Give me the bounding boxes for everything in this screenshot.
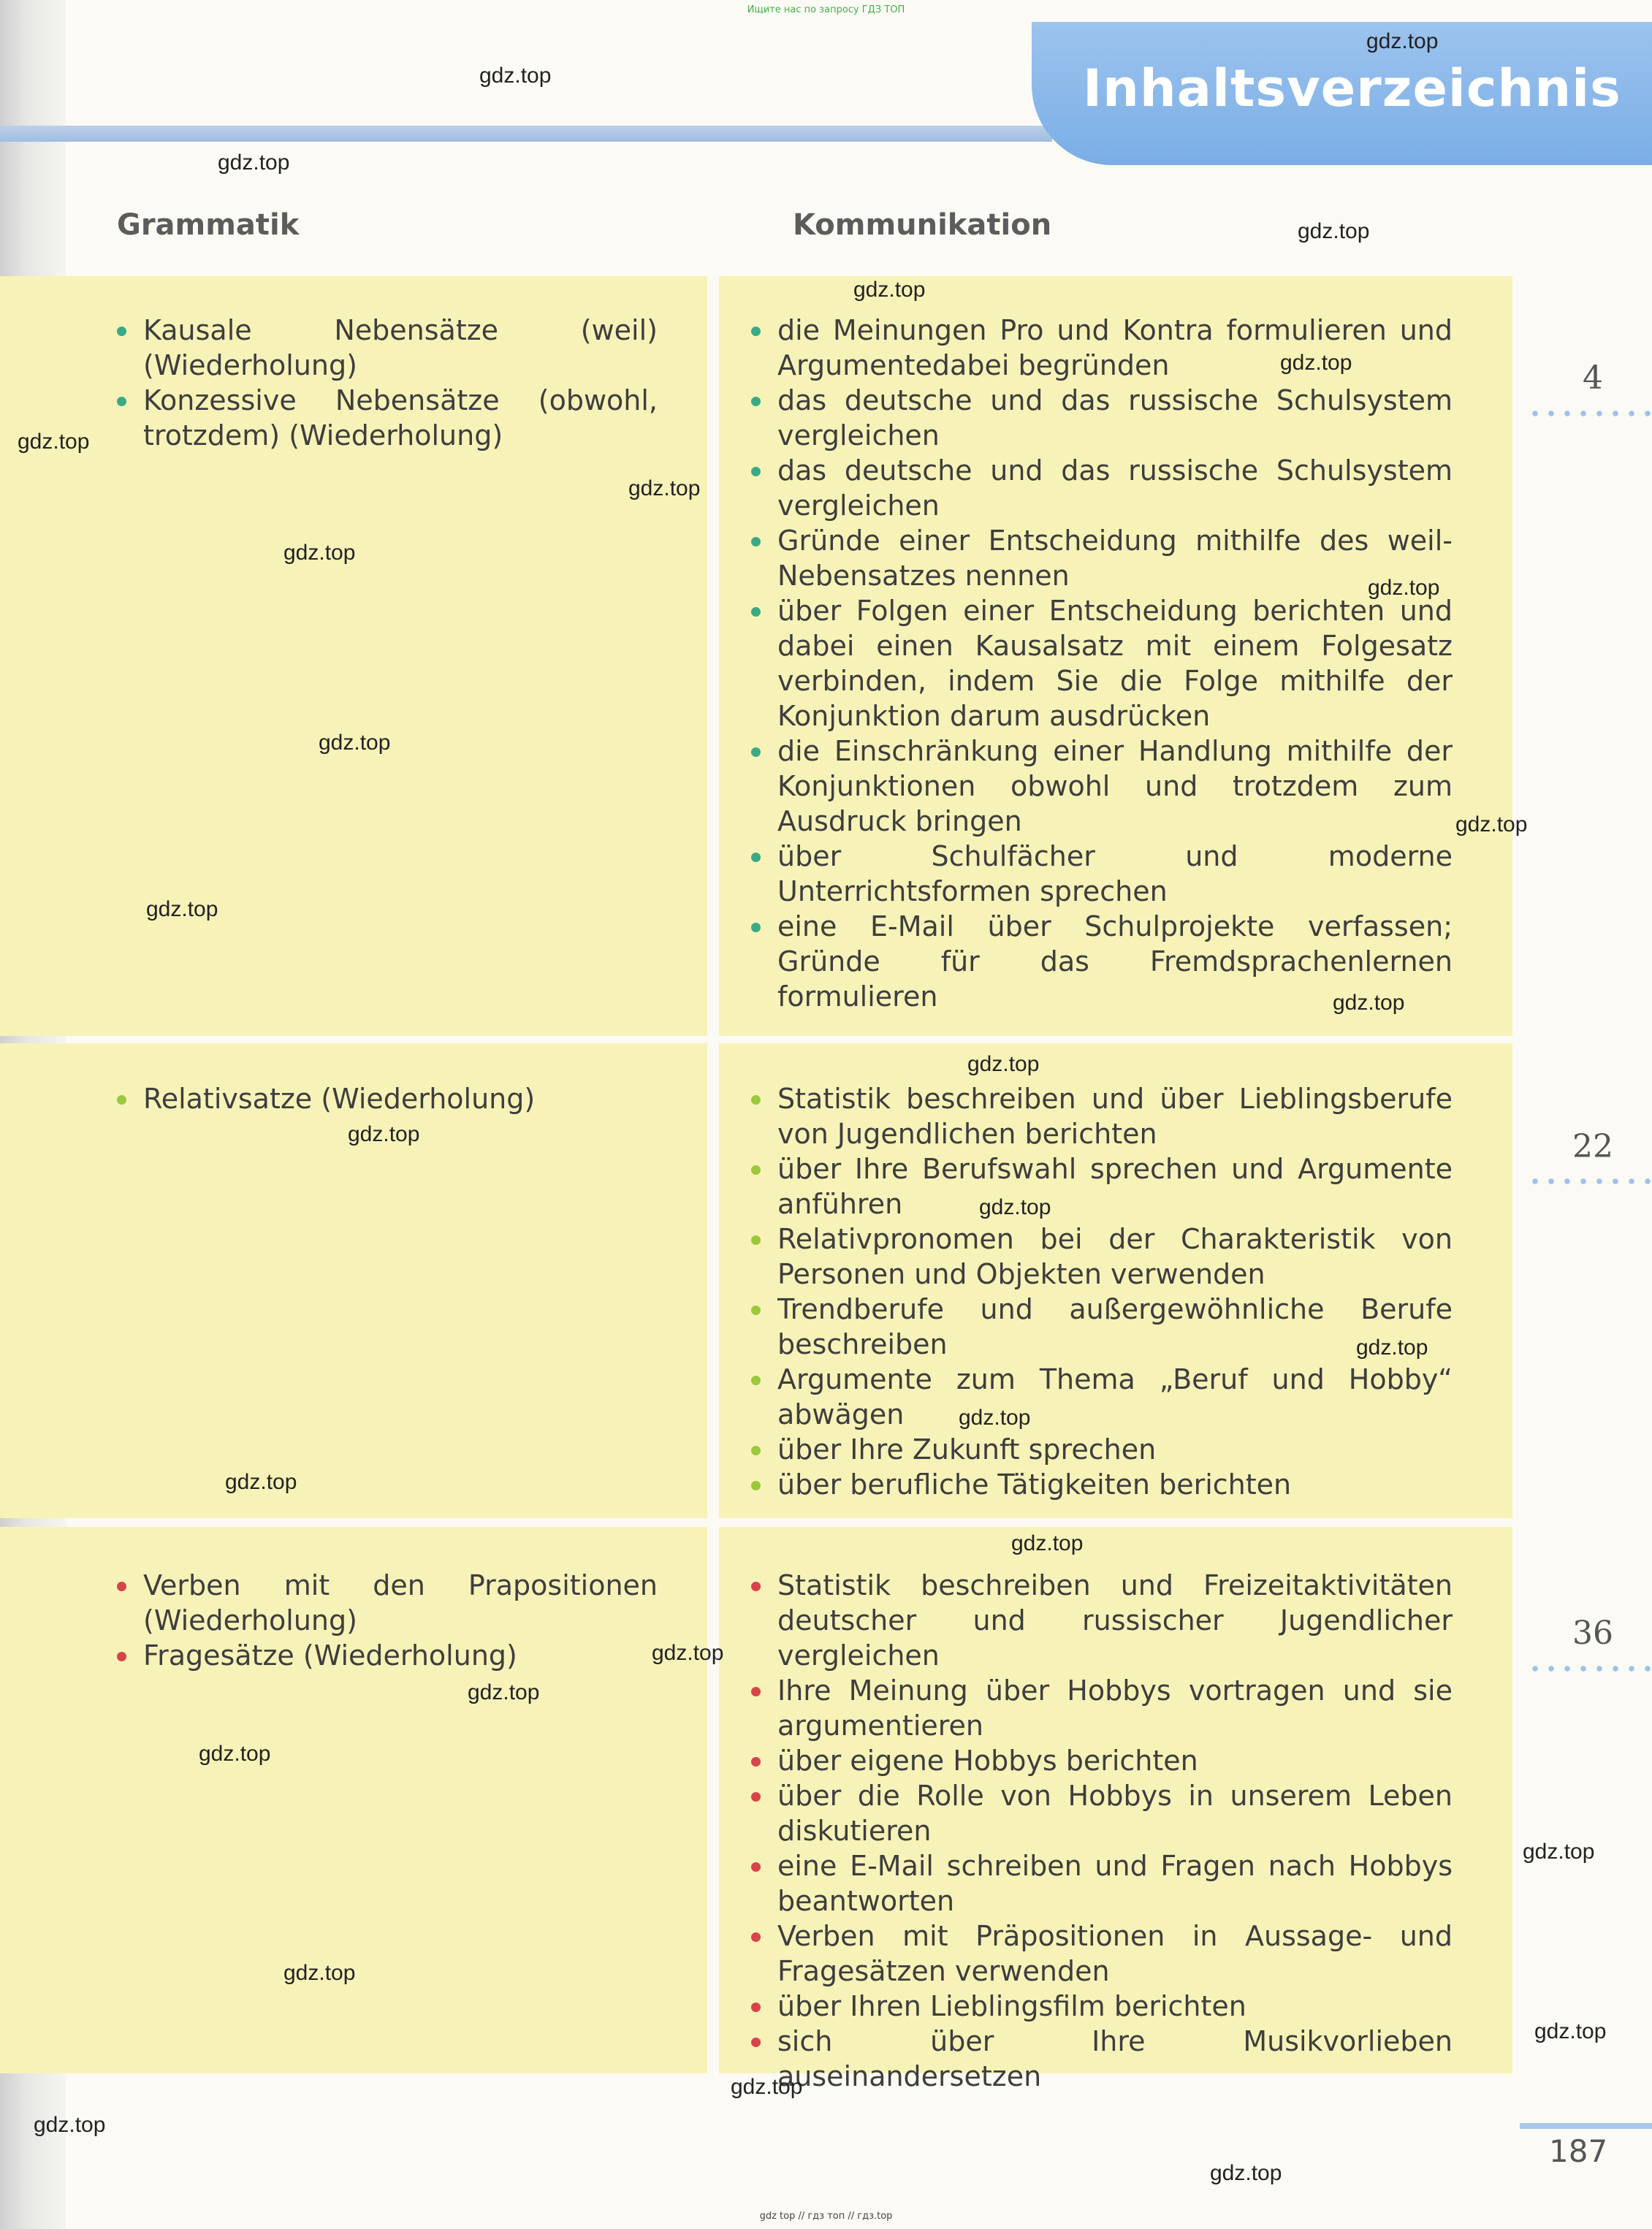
watermark: gdz.top <box>319 731 391 755</box>
page-number: 187 <box>1549 2133 1608 2169</box>
list-item: Gründe einer Entscheidung mithilfe des weil-Nebensatzes nennen <box>751 523 1453 593</box>
watermark: gdz.top <box>1333 991 1405 1015</box>
list-item: Verben mit den Prapositionen (Wiederholung) <box>117 1568 658 1638</box>
page-title: Inhaltsverzeichnis <box>1083 58 1621 118</box>
page-reference-dots <box>1527 1178 1651 1184</box>
bullet-icon <box>751 467 761 476</box>
watermark: gdz.top <box>967 1052 1040 1076</box>
watermark: gdz.top <box>1368 576 1440 600</box>
watermark: gdz.top <box>146 897 218 921</box>
watermark: gdz.top <box>348 1122 420 1146</box>
bullet-icon <box>751 2003 761 2012</box>
watermark: gdz.top <box>1366 29 1439 53</box>
watermark: gdz.top <box>1356 1336 1428 1360</box>
watermark: gdz.top <box>1534 2019 1607 2043</box>
bullet-icon <box>751 1306 761 1315</box>
section-3-grammar <box>117 1568 658 1673</box>
list-item: sich über Ihre Musikvorlieben auseinandersetzen <box>751 2024 1453 2094</box>
watermark: gdz.top <box>34 2113 106 2137</box>
bullet-icon <box>117 1095 126 1105</box>
list-item: über Ihre Berufswahl sprechen und Argumente anführen <box>751 1151 1453 1222</box>
bullet-icon <box>117 1582 126 1591</box>
list-item: Ihre Meinung über Hobbys vortragen und sie argumentieren <box>751 1673 1453 1743</box>
bullet-icon <box>751 1165 761 1175</box>
list-item: das deutsche und das russische Schulsystem vergleichen <box>751 383 1453 453</box>
watermark: gdz.top <box>283 1961 356 1985</box>
list-item: über Ihre Zukunft sprechen <box>751 1432 1453 1467</box>
list-item: Kausale Nebensätze (weil) (Wiederholung) <box>117 313 658 383</box>
watermark: gdz.top <box>979 1195 1051 1219</box>
top-note: Ищите нас по запросу ГДЗ ТОП <box>747 4 905 15</box>
list-item: über berufliche Tätigkeiten berichten <box>751 1467 1453 1502</box>
watermark: gdz.top <box>1455 812 1528 837</box>
watermark: gdz.top <box>652 1641 724 1665</box>
watermark: gdz.top <box>199 1742 271 1766</box>
list-item: Trendberufe und außergewöhnliche Berufe beschreiben <box>751 1292 1453 1362</box>
list-item: über Folgen einer Entscheidung berichten und dabei einen Kausalsatz mit einem Folgesatz verbinden, indem Sie die Folge mithilfe der Konjunktion darum ausdrücken <box>751 593 1453 734</box>
bullet-icon <box>751 327 761 336</box>
list-item: über Schulfächer und moderne Unterrichtsformen sprechen <box>751 839 1453 909</box>
list-item: eine E-Mail schreiben und Fragen nach Hobbys beantworten <box>751 1848 1453 1919</box>
bottom-note: gdz top // гдз топ // гдз.top <box>759 2211 893 2222</box>
watermark: gdz.top <box>1011 1531 1084 1555</box>
section-2-grammar <box>117 1081 658 1116</box>
bullet-icon <box>751 537 761 546</box>
list-item: über Ihren Lieblingsfilm berichten <box>751 1989 1453 2024</box>
bullet-icon <box>751 1862 761 1872</box>
list-item: die Meinungen Pro und Kontra formulieren und Argumentedabei begründen <box>751 313 1453 383</box>
page-reference-2[interactable]: 22 <box>1572 1128 1613 1165</box>
page-reference-3[interactable]: 36 <box>1572 1615 1613 1652</box>
watermark: gdz.top <box>853 278 926 302</box>
bullet-icon <box>751 853 761 862</box>
bullet-icon <box>751 1095 761 1105</box>
page-reference-dots <box>1527 1666 1651 1672</box>
column-divider <box>707 276 719 2088</box>
column-header-grammar: Grammatik <box>117 208 300 242</box>
bullet-icon <box>751 747 761 757</box>
list-item: das deutsche und das russische Schulsystem vergleichen <box>751 453 1453 523</box>
watermark: gdz.top <box>628 476 701 500</box>
watermark: gdz.top <box>731 2075 803 2099</box>
list-item: Fragesätze (Wiederholung) <box>117 1638 658 1673</box>
page-reference-1[interactable]: 4 <box>1583 359 1603 397</box>
bullet-icon <box>751 1582 761 1591</box>
list-item: Konzessive Nebensätze (obwohl, trotzdem) (Wiederholung) <box>117 383 658 453</box>
watermark: gdz.top <box>1210 2161 1282 2185</box>
bullet-icon <box>117 397 126 406</box>
list-item: die Einschränkung einer Handlung mithilfe der Konjunktionen obwohl und trotzdem zum Ausdruck bringen <box>751 734 1453 839</box>
header-band <box>0 126 1052 142</box>
bullet-icon <box>751 1481 761 1490</box>
section-3-communication <box>751 1568 1453 2094</box>
list-item: über eigene Hobbys berichten <box>751 1743 1453 1778</box>
bullet-icon <box>751 1446 761 1455</box>
list-item: Statistik beschreiben und Freizeitaktivitäten deutscher und russischer Jugendlicher vergleichen <box>751 1568 1453 1673</box>
bullet-icon <box>751 2038 761 2047</box>
bullet-icon <box>117 1652 126 1661</box>
bullet-icon <box>751 1376 761 1385</box>
section-1-grammar <box>117 313 658 453</box>
watermark: gdz.top <box>468 1680 540 1704</box>
list-item: Argumente zum Thema „Beruf und Hobby“ abwägen <box>751 1362 1453 1432</box>
bullet-icon <box>751 607 761 617</box>
page-reference-dots <box>1527 411 1651 416</box>
column-header-communication: Kommunikation <box>793 208 1052 242</box>
bullet-icon <box>751 397 761 406</box>
watermark: gdz.top <box>1298 219 1370 243</box>
section-1-communication <box>751 313 1453 1014</box>
watermark: gdz.top <box>218 150 290 175</box>
watermark: gdz.top <box>283 541 356 565</box>
list-item: eine E-Mail über Schulprojekte verfassen; Gründe für das Fremdsprachenlernen formulieren <box>751 909 1453 1014</box>
bullet-icon <box>751 1792 761 1802</box>
bullet-icon <box>751 923 761 932</box>
bullet-icon <box>751 1687 761 1696</box>
watermark: gdz.top <box>1280 351 1352 375</box>
list-item: Relativpronomen bei der Charakteristik von Personen und Objekten verwenden <box>751 1222 1453 1292</box>
bullet-icon <box>751 1757 761 1767</box>
page-number-rule <box>1520 2123 1652 2129</box>
watermark: gdz.top <box>225 1470 297 1494</box>
bullet-icon <box>751 1932 761 1942</box>
list-item: Verben mit Präpositionen in Aussage- und Fragesätzen verwenden <box>751 1919 1453 1989</box>
list-item: Statistik beschreiben und über Lieblingsberufe von Jugendlichen berichten <box>751 1081 1453 1151</box>
watermark: gdz.top <box>1523 1840 1595 1864</box>
watermark: gdz.top <box>18 430 90 454</box>
watermark: gdz.top <box>479 64 552 88</box>
watermark: gdz.top <box>959 1406 1031 1430</box>
bullet-icon <box>117 327 126 336</box>
section-2-communication <box>751 1081 1453 1502</box>
list-item: Relativsatze (Wiederholung) <box>117 1081 658 1116</box>
bullet-icon <box>751 1235 761 1245</box>
list-item: über die Rolle von Hobbys in unserem Leben diskutieren <box>751 1778 1453 1848</box>
